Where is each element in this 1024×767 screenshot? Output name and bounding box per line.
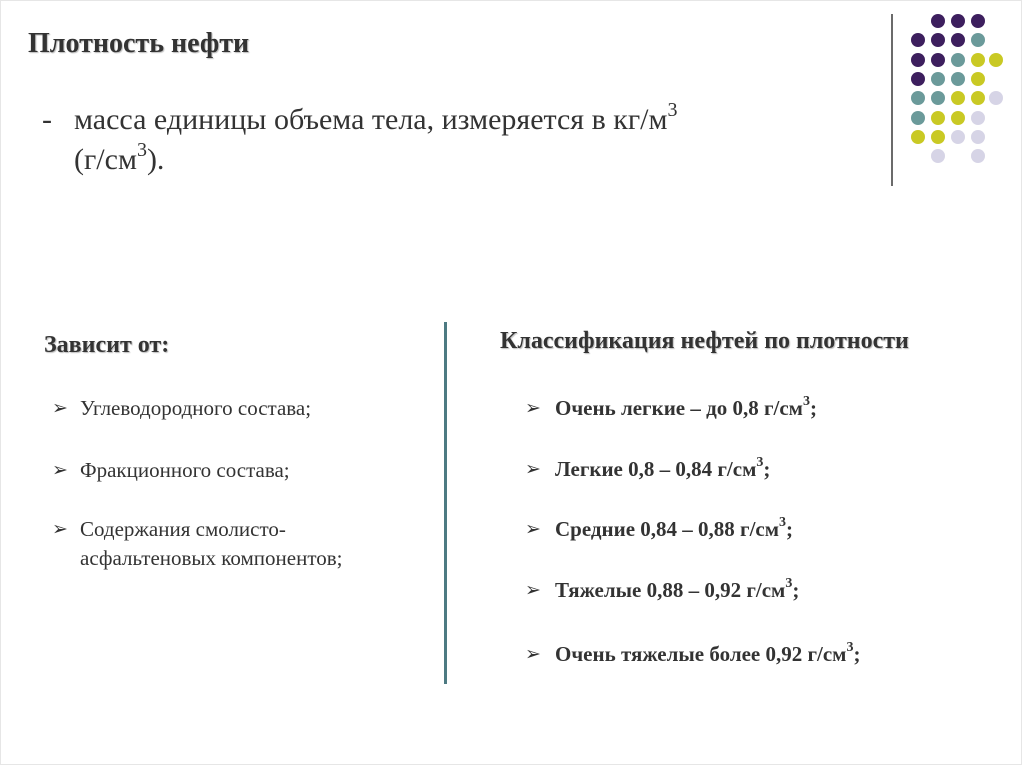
- definition-line1: масса единицы объема тела, измеряется в кг/м: [74, 103, 668, 136]
- column-divider: [444, 322, 447, 684]
- decor-dot: [931, 130, 945, 144]
- decor-dot: [931, 53, 945, 67]
- decor-dot: [971, 72, 985, 86]
- decor-dot: [931, 111, 945, 125]
- left-item-1-text: Углеводородного состава;: [80, 396, 312, 420]
- decor-dot: [911, 111, 925, 125]
- right-item-3-text: Средние 0,84 – 0,88 г/см: [555, 517, 780, 541]
- decor-dot: [951, 14, 965, 28]
- left-heading: Зависит от:: [44, 332, 170, 358]
- decor-dot: [951, 53, 965, 67]
- bullet-arrow-icon: ➢: [525, 579, 541, 601]
- bullet-arrow-icon: ➢: [525, 518, 541, 540]
- right-item-2-sup: 3: [756, 455, 764, 470]
- decor-dot: [971, 14, 985, 28]
- right-item-1-sup: 3: [802, 394, 810, 409]
- decor-dot: [971, 111, 985, 125]
- decor-dot: [931, 149, 945, 163]
- definition-sup1: 3: [667, 99, 678, 121]
- left-item-2-text: Фракционного состава;: [80, 458, 290, 482]
- definition-line2-suffix: ).: [146, 143, 165, 176]
- definition-sup2: 3: [136, 139, 147, 161]
- decor-dot: [911, 130, 925, 144]
- decor-dot: [931, 72, 945, 86]
- decor-vertical-line: [891, 14, 893, 186]
- decor-dot: [931, 14, 945, 28]
- right-item-4-suffix: ;: [792, 578, 800, 602]
- decor-dot: [911, 53, 925, 67]
- right-item-4-text: Тяжелые 0,88 – 0,92 г/см: [555, 578, 786, 602]
- definition-line2-prefix: (г/см: [74, 143, 137, 176]
- bullet-arrow-icon: ➢: [525, 458, 541, 480]
- decor-dot: [989, 53, 1003, 67]
- right-item-2-suffix: ;: [763, 457, 771, 481]
- right-item-5-sup: 3: [846, 640, 854, 655]
- bullet-arrow-icon: ➢: [525, 397, 541, 419]
- right-heading: Классификация нефтей по плотности: [500, 328, 909, 354]
- decor-dot: [911, 72, 925, 86]
- right-item-3-sup: 3: [779, 515, 787, 530]
- slide-title: Плотность нефти: [28, 28, 250, 59]
- right-item-3-suffix: ;: [786, 517, 794, 541]
- decor-dot: [971, 53, 985, 67]
- right-item-5-suffix: ;: [853, 642, 861, 666]
- decor-dot: [951, 130, 965, 144]
- definition-text: [74, 100, 844, 180]
- decor-dot: [951, 111, 965, 125]
- bullet-arrow-icon: ➢: [52, 397, 68, 419]
- bullet-arrow-icon: ➢: [525, 643, 541, 665]
- left-item-3-line2: асфальтеновых компонентов;: [80, 546, 343, 570]
- right-item-1-text: Очень легкие – до 0,8 г/см: [555, 396, 803, 420]
- bullet-arrow-icon: ➢: [52, 518, 68, 540]
- decor-dot: [971, 130, 985, 144]
- right-item-1-suffix: ;: [809, 396, 817, 420]
- decor-dot: [971, 149, 985, 163]
- definition-dash: -: [42, 103, 52, 136]
- left-item-3-line1: Содержания смолисто-: [80, 517, 286, 541]
- right-item-2-text: Легкие 0,8 – 0,84 г/см: [555, 457, 757, 481]
- bullet-arrow-icon: ➢: [52, 459, 68, 481]
- decor-dot: [951, 72, 965, 86]
- right-item-5-text: Очень тяжелые более 0,92 г/см: [555, 642, 847, 666]
- right-item-4-sup: 3: [785, 576, 793, 591]
